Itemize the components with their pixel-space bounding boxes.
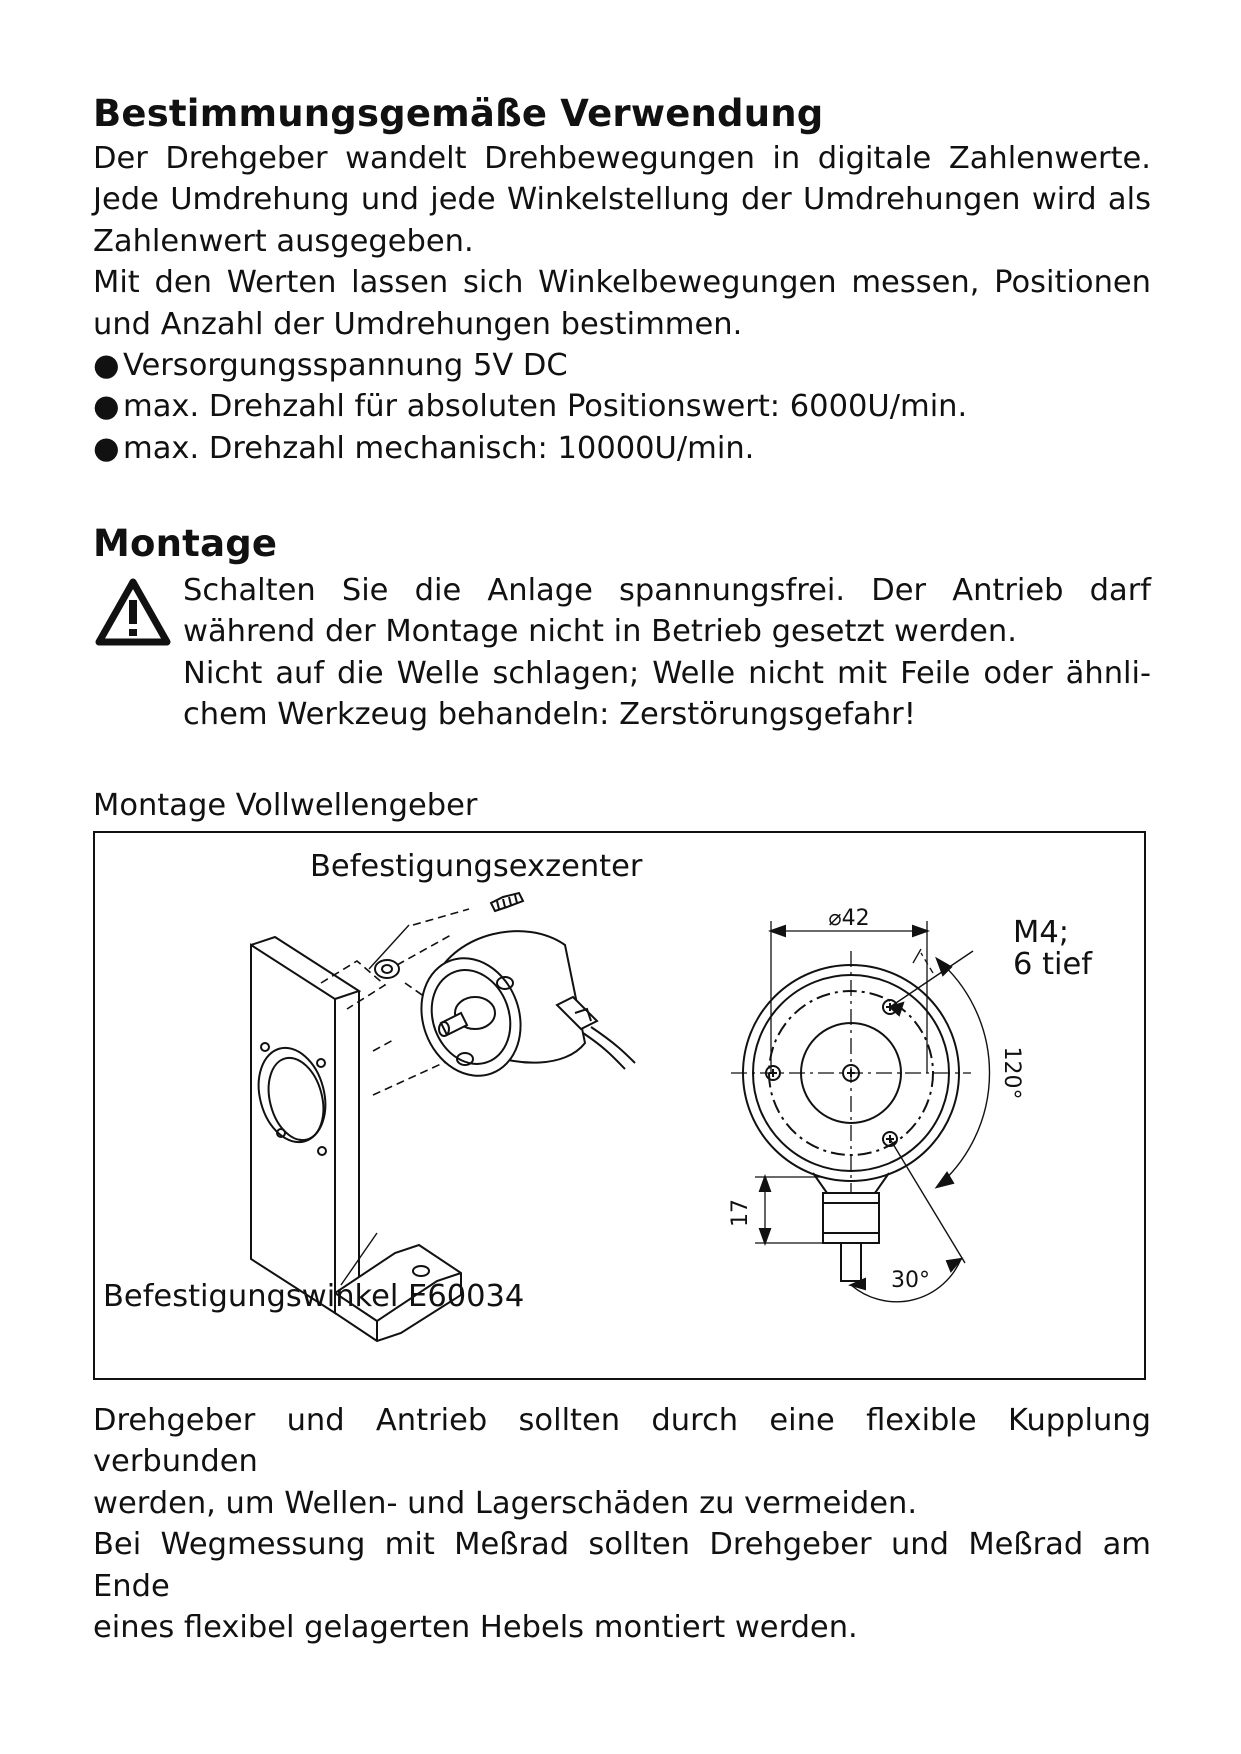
coupling-text <box>93 1400 1151 1648</box>
bullet-text: Versorgungsspannung 5V DC <box>123 348 568 384</box>
label-thread-size: M4; <box>1013 915 1069 950</box>
text-line: Schalten Sie die Anlage spannungsfrei. Der Antrieb darf <box>183 573 1151 608</box>
text-line: Nicht auf die Welle schlagen; Welle nicht mit Feile oder ähnli- <box>183 655 1151 691</box>
bullet-item <box>93 386 1151 427</box>
warning-block <box>93 570 1151 736</box>
dim-diameter-label: ⌀42 <box>828 906 870 931</box>
label-thread-depth: 6 tief <box>1013 947 1093 982</box>
bullet-item <box>93 428 1151 469</box>
bullet-text: max. Drehzahl für absoluten Positionswert: 6000U/min. <box>123 389 968 425</box>
warning-text <box>183 570 1151 736</box>
bullet-text: max. Drehzahl mechanisch: 10000U/min. <box>123 430 755 466</box>
section-title-mounting: Montage <box>93 522 278 565</box>
text-line: eines flexibel gelagerten Hebels montiert werden. <box>93 1610 858 1646</box>
dim-height-label: 17 <box>728 1199 753 1227</box>
encoder-body <box>405 931 635 1090</box>
bullet-dot-icon: ● <box>93 430 120 466</box>
text-line: Jede Umdrehung und jede Winkelstellung der Umdrehungen wird als <box>93 182 1151 218</box>
dim-angle-30-label: 30° <box>891 1268 930 1293</box>
section-intended-use <box>93 90 1151 469</box>
text-line: während der Montage nicht in Betrieb gesetzt werden. <box>183 614 1017 650</box>
text-line: werden, um Wellen- und Lagerschäden zu vermeiden. <box>93 1485 918 1521</box>
text-line: chem Werkzeug behandeln: Zerstörungsgefahr! <box>183 697 916 733</box>
text-line: und Anzahl der Umdrehungen bestimmen. <box>93 306 743 342</box>
warning-triangle-icon <box>95 578 171 646</box>
section-mounting <box>93 520 1151 736</box>
text-line: Mit den Werten lassen sich Winkelbewegungen messen, Positionen <box>93 265 1151 301</box>
bullet-dot-icon: ● <box>93 389 120 425</box>
coupling-notes <box>93 1400 1151 1648</box>
label-bracket: Befestigungswinkel E60034 <box>103 1279 525 1314</box>
mounting-figure <box>93 831 1146 1380</box>
bullet-item <box>93 345 1151 386</box>
intended-use-text <box>93 138 1151 469</box>
text-line: Drehgeber und Antrieb sollten durch eine flexible Kupplung verbunden <box>93 1403 1151 1480</box>
encoder-front-view <box>731 921 990 1302</box>
label-eccentric: Befestigungsexzenter <box>310 849 643 884</box>
bullet-dot-icon: ● <box>93 348 120 384</box>
text-line: Bei Wegmessung mit Meßrad sollten Drehgeber und Meßrad am Ende <box>93 1527 1151 1604</box>
text-line: Zahlenwert ausgegeben. <box>93 223 474 259</box>
text-line: Der Drehgeber wandelt Drehbewegungen in digitale Zahlenwerte. <box>93 141 1151 176</box>
figure-caption: Montage Vollwellengeber <box>93 788 478 823</box>
dim-angle-120-label: 120° <box>999 1046 1024 1100</box>
section-title-intended-use: Bestimmungsgemäße Verwendung <box>93 92 824 135</box>
